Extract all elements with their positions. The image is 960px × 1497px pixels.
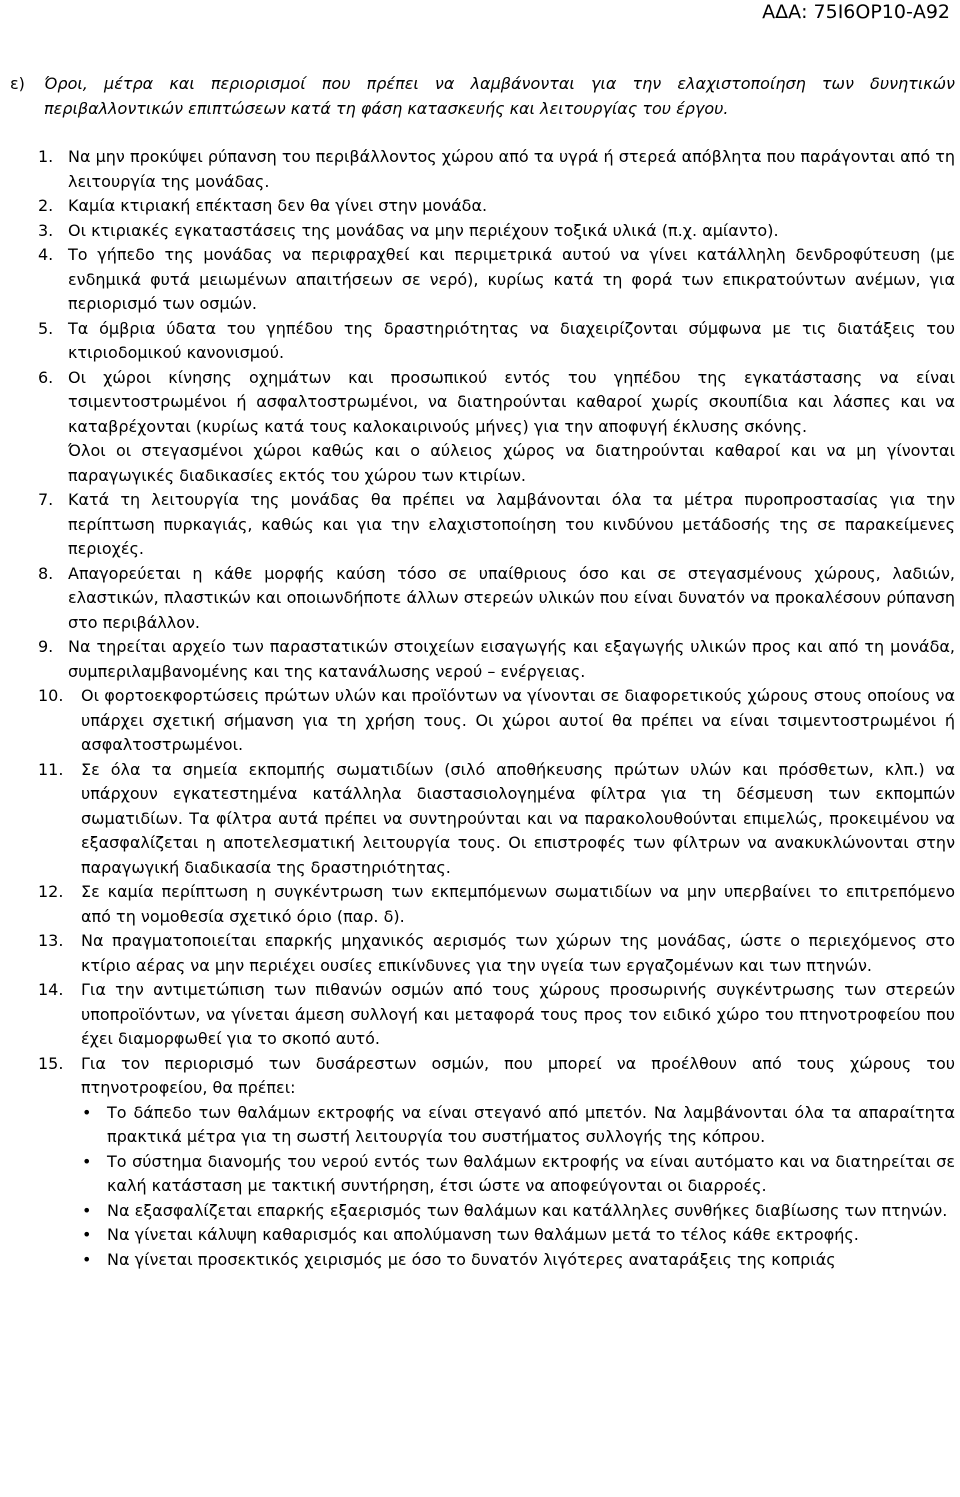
bullet-text: Το σύστημα διανομής του νερού εντός των θαλάμων εκτροφής να είναι αυτόματο και να διατηρείται σε καλή κατάσταση με τακτική συντήρηση, έτσι ώστε να αποφεύγονται οι διαρροές. bbox=[107, 1151, 955, 1195]
item-body bbox=[68, 145, 955, 194]
document-id: ΑΔΑ: 75Ι6ΟΡ10-Α92 bbox=[762, 1, 950, 23]
list-item bbox=[38, 366, 955, 489]
bullet-text: Το δάπεδο των θαλάμων εκτροφής να είναι στεγανό από μπετόν. Να λαμβάνονται όλα τα απαραίτητα πρακτικά μέτρα για τη σωστή λειτουργία του συστήματος συλλογής της κόπρου. bbox=[107, 1102, 955, 1146]
item-text: Να τηρείται αρχείο των παραστατικών στοιχείων εισαγωγής και εξαγωγής υλικών προς και από τη μονάδα, συμπεριλαμβανομένης και της κατανάλωσης νερού – ενέργειας. bbox=[68, 637, 955, 681]
item-number: 3. bbox=[38, 220, 54, 240]
item-text: Οι κτιριακές εγκαταστάσεις της μονάδας να μην περιέχουν τοξικά υλικά (π.χ. αμίαντο). bbox=[68, 220, 779, 240]
list-item bbox=[38, 929, 955, 978]
item-body bbox=[68, 562, 955, 636]
item-text: Απαγορεύεται η κάθε μορφής καύση τόσο σε υπαίθριους όσο και σε στεγασμένους χώρους, λαδιών, ελαστικών, πλαστικών και οποιωνδήποτε άλλων στερεών υλικών που είναι δυνατόν να προκαλέσουν ρύπανση στο περιβάλλον. bbox=[68, 563, 955, 632]
bullet-icon: • bbox=[82, 1102, 92, 1122]
item-number: 11. bbox=[38, 759, 64, 779]
item-body bbox=[68, 635, 955, 684]
item-text: Να πραγματοποιείται επαρκής μηχανικός αερισμός των χώρων της μονάδας, ώστε ο περιεχόμενος στο κτίριο αέρας να μην περιέχει ουσίες επικίνδυνες για την υγεία των εργαζομένων και των πτηνών. bbox=[81, 931, 955, 975]
item-text: Για την αντιμετώπιση των πιθανών οσμών από τους χώρους προσωρινής συγκέντρωσης των στερεών υποπροϊόντων, να γίνεται άμεση συλλογή και μεταφορά τους προς τον ειδικό χώρο του πτηνοτροφείου που έχει διαμορφωθεί για το σκοπό αυτό. bbox=[81, 980, 955, 1048]
list-item bbox=[38, 243, 955, 317]
item-text: Για τον περιορισμό των δυσάρεστων οσμών, που μπορεί να προέλθουν από τους χώρους του πτηνοτροφείου, θα πρέπει: bbox=[81, 1053, 955, 1097]
bullet-item bbox=[81, 1223, 955, 1248]
list-item bbox=[38, 488, 955, 562]
list-item bbox=[38, 145, 955, 194]
item-body bbox=[68, 366, 955, 489]
bullet-item bbox=[81, 1101, 955, 1150]
item-number: 1. bbox=[38, 147, 54, 166]
item-number: 14. bbox=[38, 980, 64, 999]
list-item bbox=[38, 978, 955, 1052]
list-item bbox=[38, 194, 955, 219]
item-text: Σε όλα τα σημεία εκπομπής σωματιδίων (σιλό αποθήκευσης πρώτων υλών και πρόσθετων, κλπ.) να υπάρχουν εγκατεστημένα κατάλληλα διαστασιολογημένα φίλτρα για τη δέσμευση των εκπομπών σωματιδίων. Τα φίλτρα αυτά πρέπει να συντηρούνται και να παρακολουθούνται επιμελώς, προκειμένου να εξασφαλίζεται η αποτελεσματική λειτουργία τους. Οι επιστροφές των φίλτρων να ανακυκλώνονται στην παραγωγική διαδικασία της δραστηριότητας. bbox=[81, 759, 955, 877]
list-item bbox=[38, 635, 955, 684]
item-text: Κατά τη λειτουργία της μονάδας θα πρέπει να λαμβάνονται όλα τα μέτρα πυροπροστασίας για την περίπτωση πυρκαγιάς, καθώς και για την ελαχιστοποίηση του κινδύνου μετάδοσής της σε παρακείμενες περιοχές. bbox=[68, 490, 955, 558]
item-number: 8. bbox=[38, 563, 54, 583]
bullet-icon: • bbox=[82, 1151, 92, 1171]
item-text: Καμία κτιριακή επέκταση δεν θα γίνει στην μονάδα. bbox=[68, 196, 488, 215]
item-text: Το γήπεδο της μονάδας να περιφραχθεί και περιμετρικά αυτού να γίνει κατάλληλη δενδροφύτευση (με ενδημικά φυτά μειωμένων απαιτήσεων σε νερό), κυρίως κατά τη φορά των επικρατούντων ανέμων, για περιορισμό των οσμών. bbox=[68, 245, 955, 313]
item-number: 13. bbox=[38, 931, 64, 950]
bullet-text: Να εξασφαλίζεται επαρκής εξαερισμός των θαλάμων και κατάλληλες συνθήκες διαβίωσης των πτηνών. bbox=[107, 1200, 948, 1220]
bullet-list bbox=[81, 1101, 955, 1273]
item-body bbox=[81, 758, 955, 881]
item-body bbox=[81, 1052, 955, 1273]
item-text: Σε καμία περίπτωση η συγκέντρωση των εκπεμπόμενων σωματιδίων να μην υπερβαίνει το επιτρεπόμενο από τη νομοθεσία σχετικό όριο (παρ. δ). bbox=[81, 882, 955, 926]
item-extra-text: Όλοι οι στεγασμένοι χώροι καθώς και ο αύλειος χώρος να διατηρούνται καθαροί και να μη γίνονται παραγωγικές διαδικασίες εκτός του χώρου των κτιρίων. bbox=[68, 441, 955, 485]
bullet-item bbox=[81, 1150, 955, 1199]
bullet-item bbox=[81, 1248, 955, 1273]
section-title: Όροι, μέτρα και περιορισμοί που πρέπει να λαμβάνονται για την ελαχιστοποίηση των δυνητικών περιβαλλοντικών επιπτώσεων κατά τη φάση κατασκευής και λειτουργίας του έργου. bbox=[44, 74, 955, 118]
item-body bbox=[81, 880, 955, 929]
bullet-icon: • bbox=[82, 1225, 92, 1244]
item-body bbox=[81, 929, 955, 978]
item-number: 7. bbox=[38, 490, 54, 509]
list-item bbox=[38, 758, 955, 881]
item-text: Οι χώροι κίνησης οχημάτων και προσωπικού εντός του γηπέδου της εγκατάστασης να είναι τσιμεντοστρωμένοι ή ασφαλτοστρωμένοι, να διατηρούνται καθαροί χωρίς σκουπίδια και λάσπες και να καταβρέχονται (κυρίως κατά τους καλοκαιρινούς μήνες) για την αποφυγή έκλυσης σκόνης. bbox=[68, 367, 955, 436]
item-body bbox=[68, 488, 955, 562]
item-number: 6. bbox=[38, 367, 54, 387]
item-text: Να μην προκύψει ρύπανση του περιβάλλοντος χώρου από τα υγρά ή στερεά απόβλητα που παράγονται από τη λειτουργία της μονάδας. bbox=[68, 147, 956, 191]
list-item bbox=[38, 562, 955, 636]
bullet-text: Να γίνεται προσεκτικός χειρισμός με όσο το δυνατόν λιγότερες αναταράξεις της κοπριάς bbox=[107, 1249, 836, 1269]
item-body bbox=[81, 978, 955, 1052]
item-text: Τα όμβρια ύδατα του γηπέδου της δραστηριότητας να διαχειρίζονται σύμφωνα με τις διατάξεις του κτιριοδομικού κανονισμού. bbox=[68, 318, 955, 362]
item-number: 9. bbox=[38, 637, 54, 656]
item-number: 15. bbox=[38, 1053, 64, 1073]
item-number: 10. bbox=[38, 686, 64, 705]
item-body bbox=[68, 317, 955, 366]
item-number: 4. bbox=[38, 245, 54, 264]
bullet-item bbox=[81, 1199, 955, 1224]
item-body bbox=[81, 684, 955, 758]
bullet-icon: • bbox=[82, 1249, 92, 1269]
list-item bbox=[38, 219, 955, 244]
item-number: 2. bbox=[38, 196, 54, 215]
item-number: 12. bbox=[38, 882, 64, 901]
bullet-text: Να γίνεται κάλυψη καθαρισμός και απολύμανση των θαλάμων μετά το τέλος κάθε εκτροφής. bbox=[107, 1225, 859, 1244]
list-item bbox=[38, 1052, 955, 1273]
list-item bbox=[38, 880, 955, 929]
bullet-icon: • bbox=[82, 1200, 92, 1220]
conditions-list bbox=[38, 145, 955, 1272]
item-body bbox=[68, 219, 955, 244]
item-text: Οι φορτοεκφορτώσεις πρώτων υλών και προϊόντων να γίνονται σε διαφορετικούς χώρους στους οποίους να υπάρχει σχετική σήμανση για τη χρήση τους. Οι χώροι αυτοί θα πρέπει να είναι τσιμεντοστρωμένοι ή ασφαλτοστρωμένοι. bbox=[81, 686, 955, 754]
item-body bbox=[68, 194, 955, 219]
list-item bbox=[38, 317, 955, 366]
list-item bbox=[38, 684, 955, 758]
section-marker: ε) bbox=[10, 74, 25, 93]
item-body bbox=[68, 243, 955, 317]
section-e bbox=[10, 72, 955, 121]
item-number: 5. bbox=[38, 318, 54, 338]
